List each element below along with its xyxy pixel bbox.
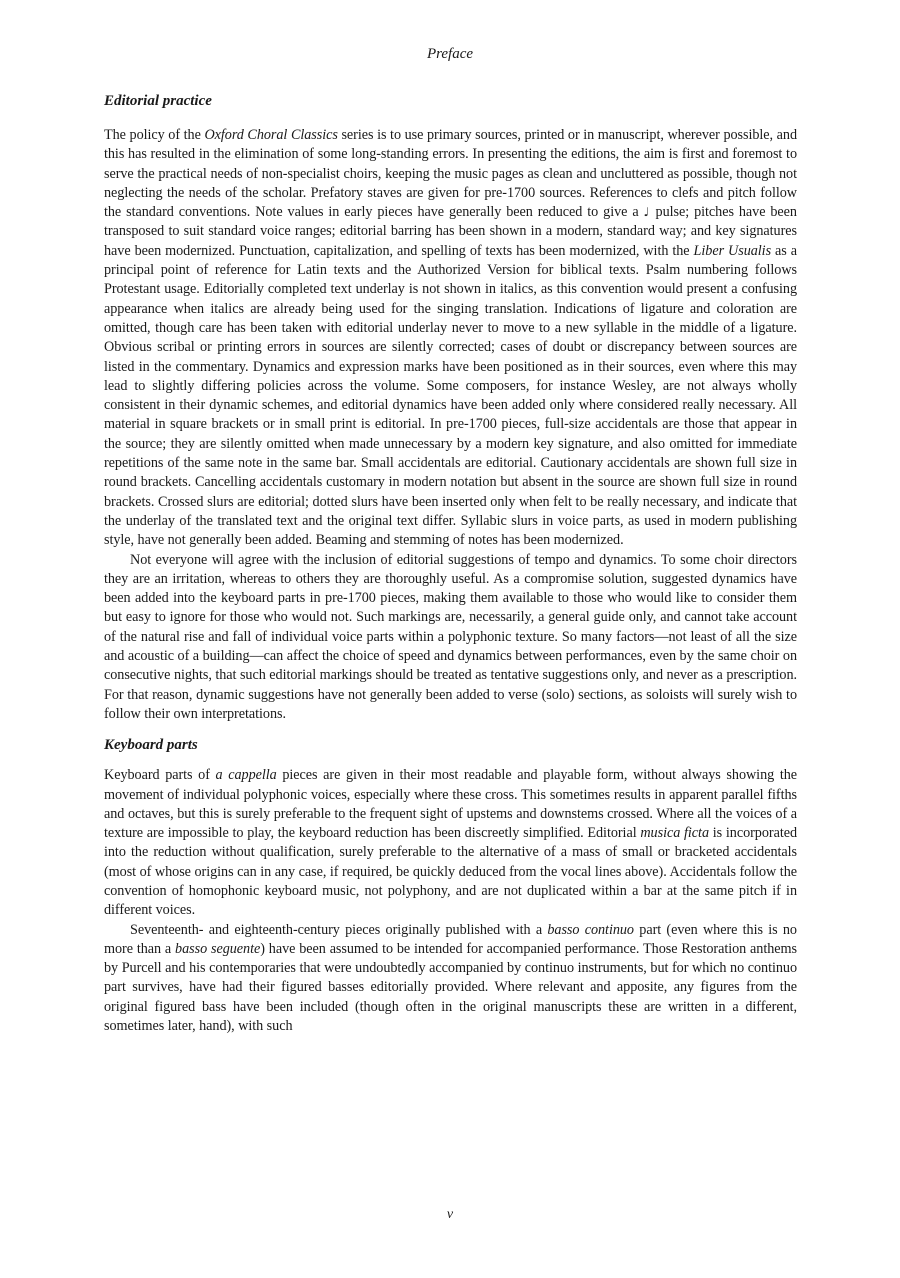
text-run: Keyboard parts of <box>104 767 216 784</box>
italic-text-run: a cappella <box>215 767 277 784</box>
italic-text-run: basso continuo <box>547 921 634 938</box>
italic-text-run: Oxford Choral Classics <box>204 127 338 143</box>
text-run: as a principal point of reference for Latin texts and the Authorized Version for biblical texts. Psalm numbering follows Protestant usage. Editorially completed text underlay is not shown in italics, as this convention would present a confusing appearance when italics are already being used for the singing translation. Indications of ligature and coloration are omitted, though care has been taken with editorial underlay never to move to a new syllable in the middle of a ligature. Obvious scribal or printing errors in sources are silently corrected; cases of doubt or discrepancy between sources are listed in the commentary. Dynamics and expression marks have been positioned as in their sources, even where this may lead to slightly differing policies across the volume. Some composers, for instance Wesley, are not always wholly consistent in their dynamic schemes, and editorial dynamics have been added only where considered really necessary. All material in square brackets or in small print is editorial. In pre-1700 pieces, full-size accidentals are those that appear in the source; they are silently omitted when made unnecessary by a modern key signature, and also omitted for immediate repetitions of the same note in the same bar. Small accidentals are editorial. Cautionary accidentals are shown full size in round brackets. Cancelling accidentals customary in modern notation but absent in the source are shown full size in round brackets. Crossed slurs are editorial; dotted slurs have been inserted only when felt to be really necessary, and indicate that the underlay of the translated text and the original text differ. Syllabic slurs in voice parts, as used in modern publishing style, have not generally been added. Beaming and stemming of notes has been modernized. <box>104 242 797 549</box>
italic-text-run: Liber Usualis <box>693 242 772 259</box>
quarter-note-icon: ♩ <box>643 205 651 220</box>
text-run: part (even where this is no more than a <box>104 921 797 957</box>
paragraph <box>104 551 797 725</box>
text-run: series is to use primary sources, printed or in manuscript, wherever possible, and this has resulted in the elimination of some long-standing errors. In presenting the editions, the aim is first and foremost to serve the practical needs of non-specialist choirs, keeping the music pages as clean and uncluttered as possible, though not neglecting the needs of the scholar. Prefatory staves are given for pre-1700 sources. References to clefs and pitch follow the standard conventions. Note values in early pieces have generally been reduced to give a <box>104 127 797 221</box>
page-body <box>104 90 797 1036</box>
italic-text-run: basso seguente <box>175 940 261 957</box>
text-run: Seventeenth- and eighteenth-century pieces originally published with a <box>130 921 548 938</box>
italic-text-run: musica ficta <box>640 825 709 842</box>
text-run: pieces are given in their most readable and playable form, without always showing the movement of individual polyphonic voices, especially where these cross. This sometimes results in apparent parallel fifths and octaves, but this is surely preferable to the frequent sight of upstems and downstems crossed. Where all the voices of a texture are impossible to play, the keyboard reduction has been discreetly simplified. Editorial <box>104 767 797 842</box>
paragraph <box>104 126 797 551</box>
text-run: is incorporated into the reduction without qualification, surely preferable to the alternative of a mass of small or bracketed accidentals (most of whose origins can in any case, if required, be quickly deduced from the vocal lines above). Accidentals follow the convention of homophonic keyboard music, not polyphony, and are not duplicated within a bar at the same pitch if in different voices. <box>104 825 797 919</box>
text-run: ) have been assumed to be intended for accompanied performance. Those Restoration anthems by Purcell and his contemporaries that were undoubtedly accompanied by continuo instruments, but for which no continuo part survives, have had their figured basses editorially provided. Where relevant and apposite, any figures from the original figured bass have been included (though often in the original manuscripts these are written in a different, sometimes later, hand), with such <box>104 940 797 1035</box>
paragraph <box>104 766 797 920</box>
paragraph <box>104 921 797 1037</box>
section-heading-keyboard-parts: Keyboard parts <box>104 737 198 754</box>
section-heading-editorial-practice: Editorial practice <box>104 93 212 109</box>
running-title: Preface <box>426 46 474 62</box>
text-run: pulse; pitches have been transposed to suit standard voice ranges; editorial barring has been shown in a modern, standard way; and key signatures have been modernized. Punctuation, capitalization, and spelling of texts has been modernized, with the <box>104 204 797 259</box>
page-number: v <box>446 1207 454 1222</box>
text-run: The policy of the <box>104 127 205 143</box>
text-run: Not everyone will agree with the inclusion of editorial suggestions of tempo and dynamics. To some choir directors they are an irritation, whereas to others they are thoroughly useful. As a compromise solution, suggested dynamics have been added into the keyboard parts in pre-1700 pieces, making them available to those who would like to consider them but easy to ignore for those who would not. Such markings are, necessarily, a general guide only, and cannot take account of the natural rise and fall of individual voice parts within a polyphonic texture. So many factors—not least of all the size and acoustic of a building—can affect the choice of speed and dynamics between performances, even by the same choir on consecutive nights, that such editorial markings should be treated as tentative suggestions only, and never as a prescription. For that reason, dynamic suggestions have not generally been added to verse (solo) sections, as soloists will surely wish to follow their own interpretations. <box>104 551 797 722</box>
